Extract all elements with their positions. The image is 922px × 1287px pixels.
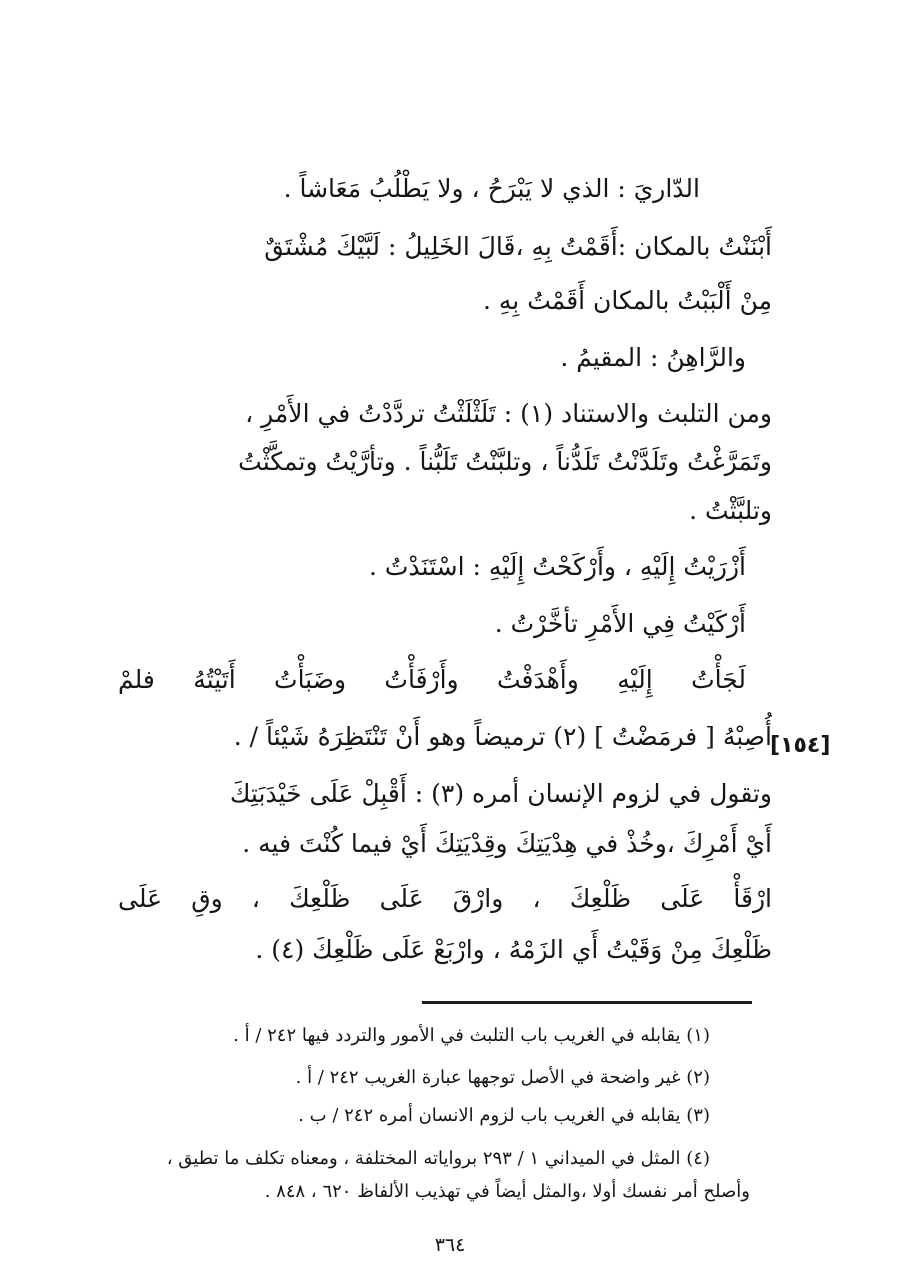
entry-arrahin: والرَّاهِنُ : المقيمُ . [560,343,746,372]
entry-lajaat: لَجَأْتُ إِلَيْهِ وأَهْدَفْتُ وأَرْفَأْتُ وضَبَأْتُ أَتَيْتُهُ فلمْ [118,665,746,694]
footnote-4-continued: وأصلح أمر نفسك أولا ،والمثل أيضاً في تهذيب الألفاظ ٦٢٠ ، ٨٤٨ . [264,1181,750,1202]
entry-arkayt: أَرْكَيْتُ فِي الأَمْرِ تأخَّرْتُ . [494,609,746,638]
entry-lajaat-continued: أُصِبْهُ [ فرمَضْتُ ] (٢) ترميضاً وهو أَنْ تَنْتَظِرَهُ شَيْئاً / . [233,722,772,751]
entry-luzum-continued: أَيْ أَمْرِكَ ،وخُذْ في هِدْيَتِكَ وقِدْيَتِكَ أَيْ فيما كُنْتَ فيه . [242,829,772,858]
footnote-separator [422,1001,752,1004]
entry-talabbuth-continued-2: وتلبَّثْتُ . [689,496,772,525]
entry-irqa: ارْقَأْ عَلَى ظَلْعِكَ ، وارْقَ عَلَى ظَلْعِكَ ، وقِ عَلَى [118,884,772,913]
footnote-2: (٢) غير واضحة في الأصل توجهها عبارة الغريب ٢٤٢ / أ . [295,1067,710,1088]
entry-talabbuth: ومن التلبث والاستناد (١) : تَلَثْلَثْتُ تردَّدْتُ في الأَمْرِ ، [245,399,772,428]
entry-talabbuth-continued-1: وتَمَرَّغْتُ وتَلَدَّنْتُ تَلَدُّناً ، وتلبَّنْتُ تَلَبُّناً . وتأرَّيْتُ وتمكَّثْتُ [238,447,772,476]
entry-azrayt: أَزْرَيْتُ إِلَيْهِ ، وأَرْكَحْتُ إِلَيْهِ : اسْتَنَدْتُ . [368,552,746,581]
footnote-1: (١) يقابله في الغريب باب التلبث في الأمور والتردد فيها ٢٤٢ / أ . [233,1025,710,1046]
entry-irqa-continued: ظَلْعِكَ مِنْ وَقَيْتُ أَي الزَمْهُ ، وارْبَعْ عَلَى ظَلْعِكَ (٤) . [255,935,772,964]
footnote-4: (٤) المثل في الميداني ١ / ٢٩٣ برواياته المختلفة ، ومعناه تكلف ما تطيق ، [166,1148,710,1169]
page-number: ٣٦٤ [434,1234,466,1256]
entry-luzum: وتقول في لزوم الإنسان أمره (٣) : أَقْبِلْ عَلَى خَيْدَبَتِكَ [229,779,772,808]
entry-abnant-continued: مِنْ أَلْبَبْتُ بالمكان أَقَمْتُ بِهِ . [483,286,772,315]
folio-marker: [١٥٤] [770,733,831,758]
footnote-3: (٣) يقابله في الغريب باب لزوم الانسان أمره ٢٤٢ / ب . [298,1105,710,1126]
entry-abnant: أَبْنَنْتُ بالمكان :أَقَمْتُ بِهِ ،قَالَ الخَلِيلُ : لَبَّيْكَ مُشْتَقٌ [264,232,772,261]
entry-addari: الدّاريَ : الذي لا يَبْرَحُ ، ولا يَطْلُبُ مَعَاشاً . [283,174,700,203]
